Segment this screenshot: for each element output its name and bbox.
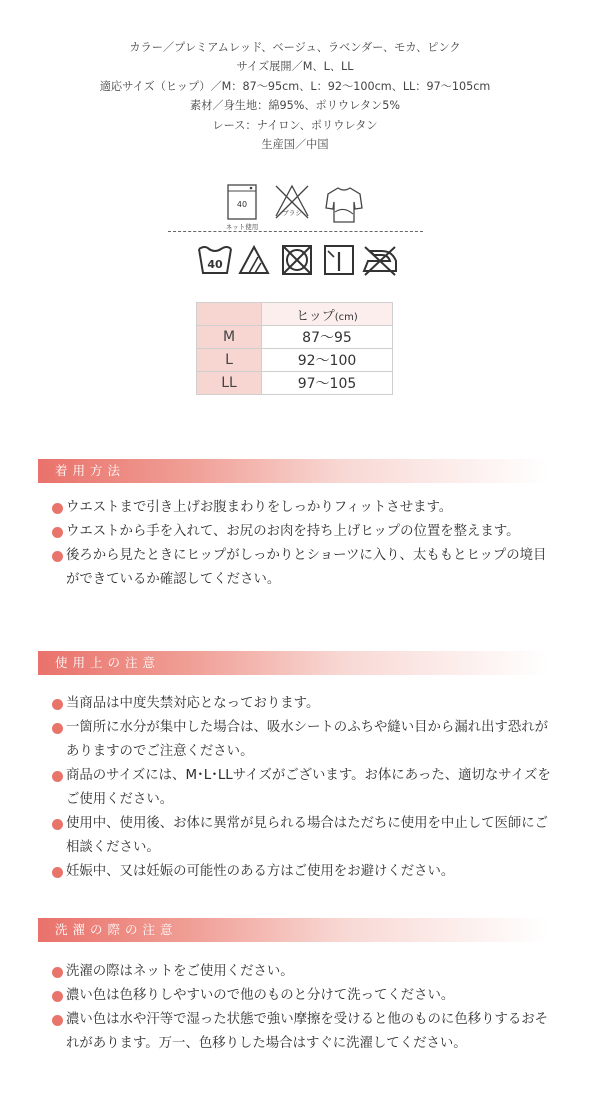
- table-row: [197, 349, 393, 372]
- list-item: [52, 812, 552, 860]
- section-header-washing: 洗濯の際の注意: [38, 918, 548, 942]
- size-header-blank: [197, 303, 262, 326]
- list-item-text: 妊娠中、又は妊娠の可能性のある方はご使用をお避けください。: [66, 864, 455, 879]
- hip-cell: 87〜95: [262, 326, 393, 349]
- list-item: [52, 520, 552, 544]
- list-item: [52, 716, 552, 764]
- hip-unit: (cm): [334, 311, 358, 323]
- no-tumble-dry-icon: [280, 243, 314, 281]
- list-item-text: 商品のサイズには、M･L･LLサイズがございます。お体にあった、適切なサイズをご使用ください。: [66, 768, 551, 807]
- hip-header: [262, 303, 393, 326]
- list-item-text: 使用中、使用後、お体に異常が見られる場合はただちに使用を中止して医師にご相談ください。: [66, 816, 549, 855]
- bullet-icon: [52, 723, 63, 734]
- size-table: [196, 302, 393, 395]
- svg-text:ブラシ: ブラシ: [282, 209, 302, 217]
- list-item-text: 濃い色は色移りしやすいので他のものと分けて洗ってください。: [66, 988, 455, 1003]
- list-item: [52, 860, 552, 884]
- bullet-icon: [52, 503, 63, 514]
- size-cell: LL: [197, 372, 262, 395]
- bullet-icon: [52, 551, 63, 562]
- list-item-text: 一箇所に水分が集中した場合は、吸水シートのふちや縫い目から漏れ出す恐れがありますのでご注意ください。: [66, 720, 549, 759]
- size-table-header: [197, 303, 393, 326]
- bullet-icon: [52, 991, 63, 1002]
- list-item-text: 洗濯の際はネットをご使用ください。: [66, 964, 294, 979]
- spec-lace: レース：ナイロン、ポリウレタン: [212, 118, 378, 132]
- size-cell: M: [197, 326, 262, 349]
- hip-cell: 97〜105: [262, 372, 393, 395]
- list-item-text: ウエストから手を入れて、お尻のお肉を持ち上げヒップの位置を整えます。: [66, 524, 520, 539]
- spec-color: カラー／プレミアムレッド、ベージュ、ラベンダー、モカ、ピンク: [129, 41, 461, 54]
- hip-cell: 92〜100: [262, 349, 393, 372]
- spec-size-range: サイズ展開／M、L、LL: [236, 60, 354, 74]
- no-brush-icon: [272, 182, 316, 236]
- list-item: [52, 496, 552, 520]
- table-row: [197, 372, 393, 395]
- bullet-icon: [52, 771, 63, 782]
- list-item: [52, 960, 552, 984]
- bullet-icon: [52, 819, 63, 830]
- precautions-list: [52, 692, 552, 884]
- how-to-wear-list: [52, 496, 552, 592]
- care-icons-top: [222, 182, 372, 232]
- list-item: [52, 764, 552, 812]
- section-header-how-to-wear: 着用方法: [38, 459, 548, 483]
- no-iron-icon: [362, 243, 398, 281]
- bullet-icon: [52, 867, 63, 878]
- bullet-icon: [52, 527, 63, 538]
- wash-40-icon: [197, 243, 233, 281]
- list-item: [52, 1008, 552, 1056]
- spec-origin: 生産国／中国: [261, 138, 329, 152]
- spec-material: 素材／身生地：綿95%、ポリウレタン5%: [190, 99, 400, 113]
- list-item: [52, 692, 552, 716]
- bullet-icon: [52, 699, 63, 710]
- bullet-icon: [52, 967, 63, 978]
- washing-list: [52, 960, 552, 1056]
- svg-text:40: 40: [207, 258, 223, 271]
- svg-text:ネット使用: ネット使用: [225, 223, 259, 231]
- list-item-text: 後ろから見たときにヒップがしっかりとショーツに入り、太ももとヒップの境目ができているか確認してください。: [66, 548, 547, 587]
- product-specs: [0, 38, 590, 154]
- care-divider: [168, 231, 423, 232]
- line-dry-icon: [322, 243, 356, 281]
- list-item-text: ウエストまで引き上げお腹まわりをしっかりフィットさせます。: [66, 500, 453, 515]
- svg-text:40: 40: [236, 200, 248, 209]
- size-cell: L: [197, 349, 262, 372]
- list-item-text: 濃い色は水や汗等で湿った状態で強い摩擦を受けると他のものに色移りするおそれがあります。万一、色移りした場合はすぐに洗濯してください。: [66, 1012, 549, 1051]
- section-header-precautions: 使用上の注意: [38, 651, 548, 675]
- shape-dry-icon: [324, 182, 366, 236]
- care-symbols: [197, 243, 397, 279]
- table-row: [197, 326, 393, 349]
- bullet-icon: [52, 1015, 63, 1026]
- list-item: [52, 984, 552, 1008]
- list-item: [52, 544, 552, 592]
- bleach-triangle-icon: [237, 243, 271, 281]
- list-item-text: 当商品は中度失禁対応となっております。: [66, 696, 320, 711]
- spec-fit-size: 適応サイズ（ヒップ）／M：87〜95cm、L：92〜100cm、LL：97〜105cm: [99, 79, 491, 93]
- hip-header-label: ヒップ: [296, 308, 335, 324]
- net-wash-icon: [222, 182, 264, 236]
